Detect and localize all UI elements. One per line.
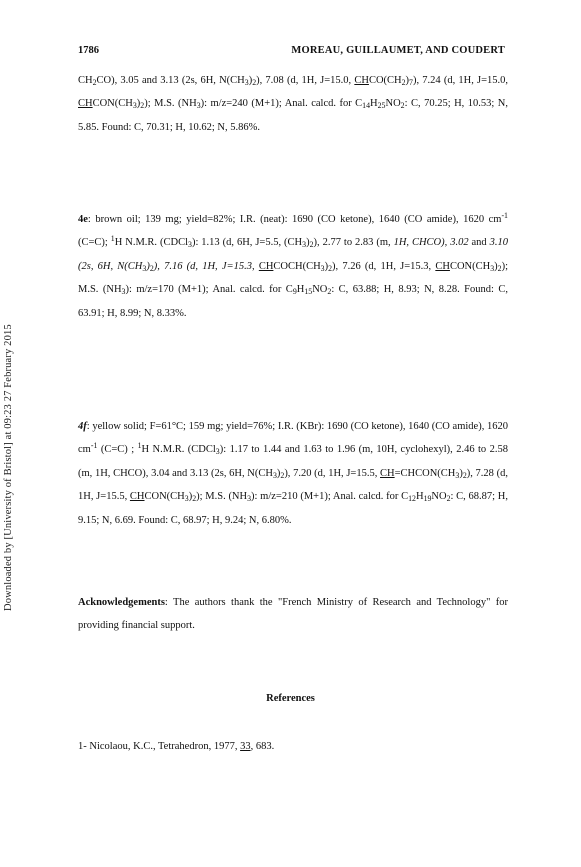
references-heading: References — [266, 693, 315, 704]
acknowledgements — [78, 591, 508, 638]
reference-item: 1- Nicolaou, K.C., Tetrahedron, 1977, 33, 683. — [78, 741, 275, 752]
compound-4f-data: 4f: yellow solid; F=61°C; 159 mg; yield=76%; I.R. (KBr): 1690 (CO ketone), 1640 (CO amide), 1620 $cm^{-1}$ (C=C) ; $^1$H N.M.R. (CDCl$_3$): 1.17 to 1.44 and 1.63 to 1.96 (m, 10H, cyclohexyl), 2.46 to 2.58 (m, 1H, CHCO), 3.04 and 3.13 (2s, 6H, $N(CH_3)_2$), 7.20 (d, 1H, J=15.5, $CH=CHCON(CH_3)_2$), 7.28 (d, 1H, J=15.5, $CHCON(CH_3)_2$); M.S. $(NH_3)$: m/z=210 (M+1); Anal. calcd. for $C_{12}H_{19}NO_2$: C, 68.87; H, 9.15; N, 6.69. Found: C, 68.97; H, 9.24; N, 6.80%. — [78, 421, 508, 526]
reference-volume: 33 — [240, 741, 251, 752]
running-authors: MOREAU, GUILLAUMET, AND COUDERT — [291, 45, 505, 56]
compound-label: 4e — [78, 214, 88, 225]
compound-4d-data-continuation: $CH_2CO$), 3.05 and 3.13 (2s, 6H, $N(CH_3)_2$), 7.08 (d, 1H, J=15.0, $CHCO(CH_2)_7$), 7.24 (d, 1H, J=15.0, $CHCON(CH_3)_2$); M.S. $(NH_3)$: m/z=240 (M+1); Anal. calcd. for $C_{14}H_{25}NO_2$: C, 70.25; H, 10.53; N, 5.85. Found: C, 70.31; H, 10.62; N, 5.86%. — [78, 75, 509, 133]
download-watermark: Downloaded by [University of Bristol] at 09:23 27 February 2015 — [3, 324, 14, 611]
compound-label: 4f — [78, 421, 87, 432]
acknowledgements-label: Acknowledgements — [78, 597, 165, 608]
running-header — [78, 45, 505, 61]
compound-4e-data: 4e: brown oil; 139 mg; yield=82%; I.R. (neat): 1690 (CO ketone), 1640 (CO amide), 1620 $cm^{-1}$ (C=C); $^1$H N.M.R. (CDCl$_3$): 1.13 (d, 6H, J=5.5, $(CH_3)_2$), 2.77 to 2.83 (m, 1H, CHCO), 3.02 and 3.10 (2s, 6H, $N(CH_3)_2$), 7.16 (d, 1H, J=15.3, $CHCOCH(CH_3)_2$), 7.26 (d, 1H, J=15.3, $CHCON(CH_3)_2$); M.S. $(NH_3)$: m/z=170 (M+1); Anal. calcd. for $C_9H_{15}NO_2$: C, 63.88; H, 8.93; N, 8.28. Found: C, 63.91; H, 8.99; N, 8.33%. — [78, 211, 508, 319]
acknowledgements-text: : The authors thank the "French Ministry of Research and Technology" for providing financial support. — [78, 597, 508, 632]
page-number: 1786 — [78, 45, 99, 56]
